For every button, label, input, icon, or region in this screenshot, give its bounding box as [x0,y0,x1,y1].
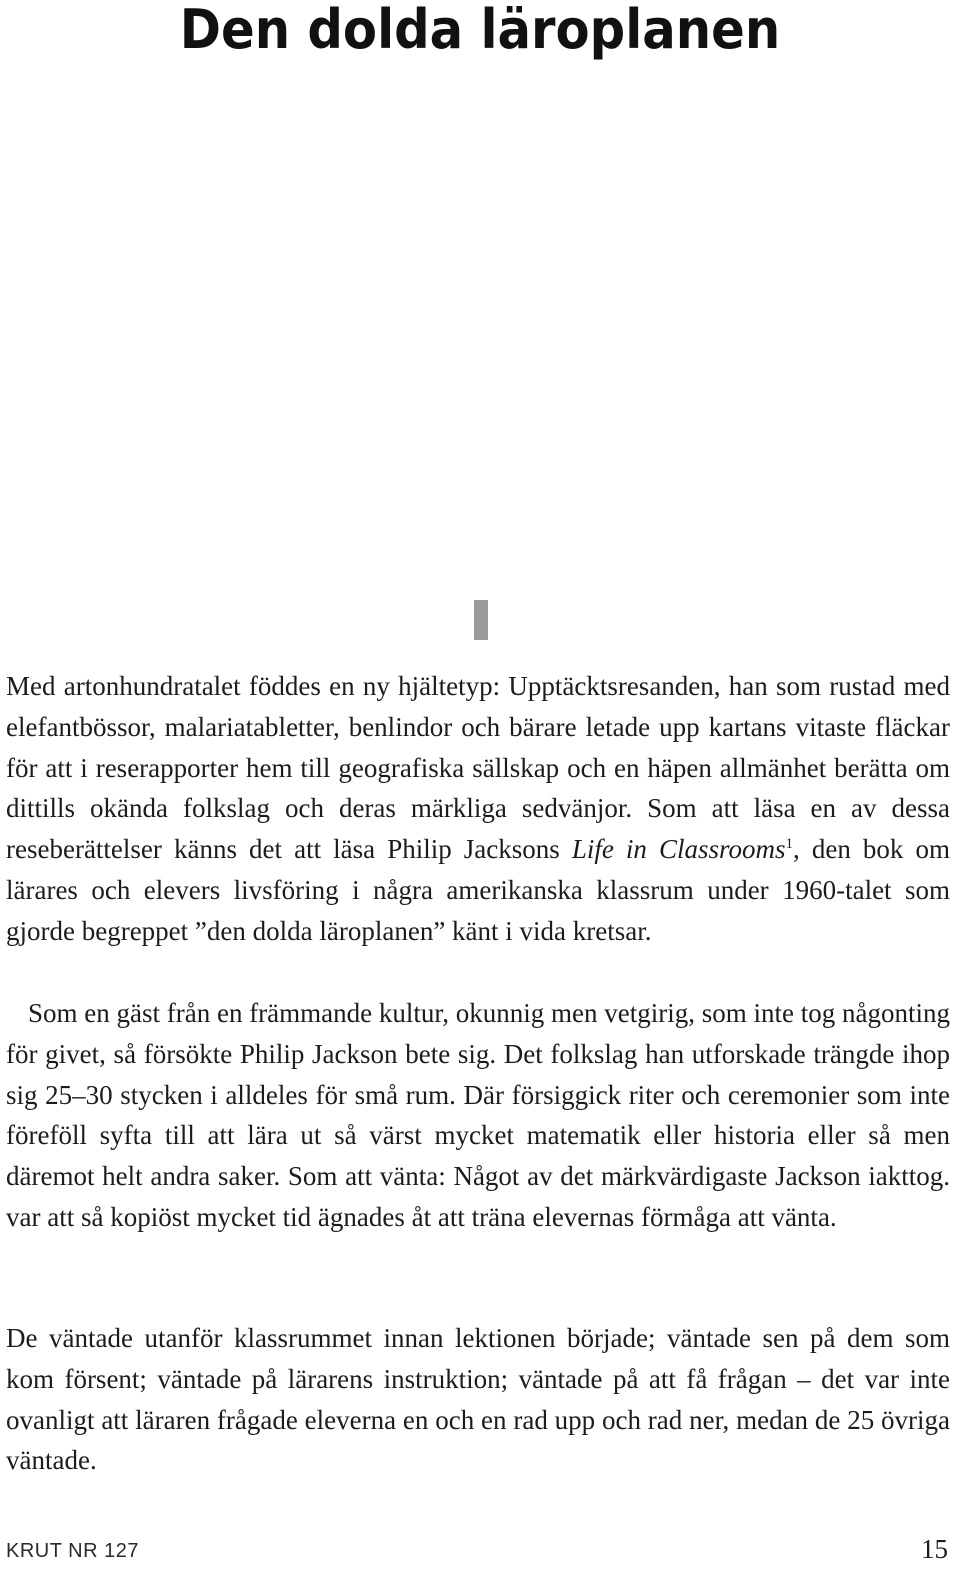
book-title: Life in Classrooms [571,834,786,865]
footnote-ref: 1 [785,836,794,853]
paragraph-1 [6,666,950,952]
page-title: Den dolda läroplanen [179,0,781,61]
paragraph-1-text-end: , den bok om lärares och elevers livsföring i några amerikanska klassrum under 1960-talet som gjorde begreppet ”den dolda läroplanen” känt i vida kretsar. [6,834,950,946]
section-numeral-text [474,600,475,601]
paragraph-2: Som en gäst från en främmande kultur, okunnig men vetgirig, som inte tog någonting för givet, så försökte Philip Jackson bete sig. Det folkslag han utforskade trängde ihop sig 25–30 stycken i alldeles för små rum. Där försiggick riter och ceremonier som inte föreföll syfta till att lära ut så värst mycket matematik eller historia eller så men däremot helt andra saker. Som att vänta: Något av det märkvärdigaste Jackson iakttog. var att så kopiöst mycket tid ägnades åt att träna elevernas förmåga att vänta. [6,998,950,1232]
paragraph-3: De väntade utanför klassrummet innan lektionen började; väntade sen på dem som kom försent; väntade på lärarens instruktion; väntade på att få frågan – det var inte ovanligt att läraren frågade eleverna en och en rad upp och rad ner, medan de 25 övriga väntade. [6,1323,950,1476]
page-number: 15 [921,1534,948,1564]
section-numeral [474,600,488,640]
paragraph-1-text: Med artonhundratalet föddes en ny hjältetyp: Upptäcktsresanden, han som rustad med elefantbössor, malariatabletter, benlindor och bärare letade upp kartans vitaste fläckar för att i reserapporter hem till geografiska sällskap och en häpen allmänhet berätta om dittills okända folkslag och deras märkliga sedvänjor. Som att läsa en av dessa reseberättelser känns det att läsa Philip Jacksons [6,671,950,865]
footer-publication: KRUT NR 127 [6,1540,139,1562]
